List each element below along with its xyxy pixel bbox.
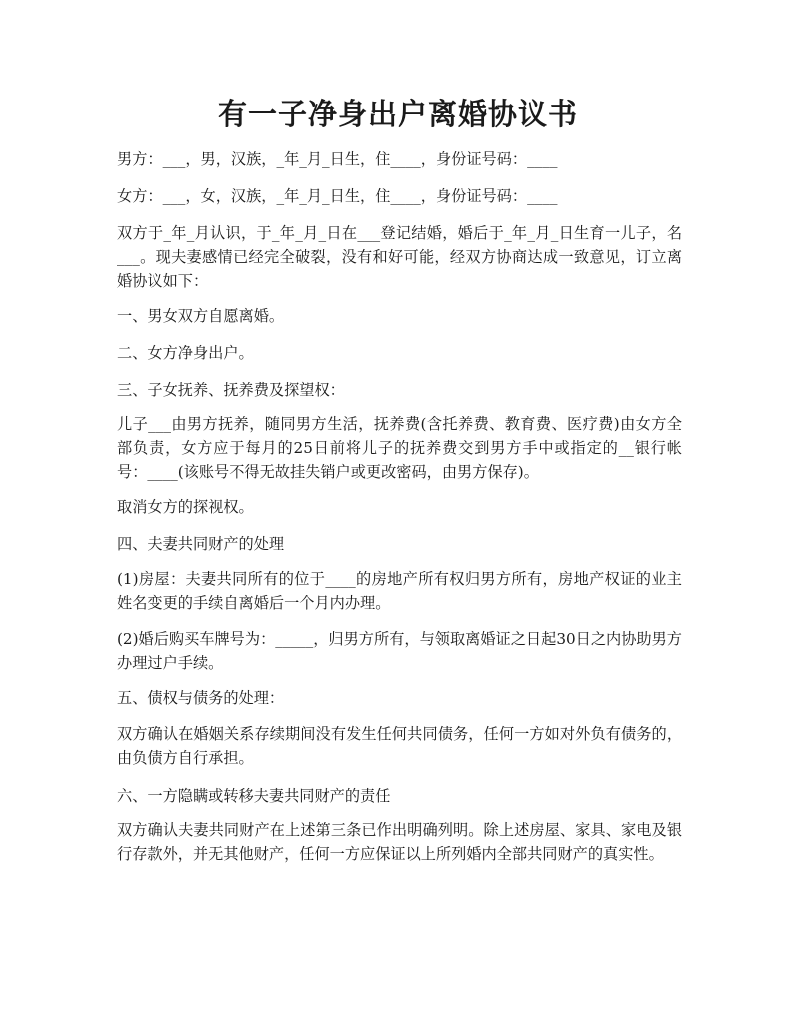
section-4-heading: 四、夫妻共同财产的处理 xyxy=(117,535,285,553)
section-5-heading: 五、债权与债务的处理： xyxy=(117,689,285,707)
debt-paragraph: 双方确认在婚姻关系存续期间没有发生任何共同债务，任何一方如对外负有债务的，由负债方自行承担。 xyxy=(117,725,682,767)
section-2-heading: 二、女方净身出户。 xyxy=(117,344,254,362)
wife-info: 女方：___，女，汉族，_年_月_日生，住____，身份证号码：____ xyxy=(117,187,558,205)
preamble-paragraph: 双方于_年_月认识，于_年_月_日在___登记结婚，婚后于_年_月_日生育一儿子，名___。现夫妻感情已经完全破裂，没有和好可能，经双方协商达成一致意见，订立离婚协议如下： xyxy=(117,224,682,290)
husband-info: 男方：___，男，汉族，_年_月_日生，住____，身份证号码：____ xyxy=(117,150,558,168)
concealment-paragraph: 双方确认夫妻共同财产在上述第三条已作出明确列明。除上述房屋、家具、家电及银行存款外，并无其他财产，任何一方应保证以上所列婚内全部共同财产的真实性。 xyxy=(117,821,682,863)
visitation-paragraph: 取消女方的探视权。 xyxy=(117,498,254,516)
section-1-heading: 一、男女双方自愿离婚。 xyxy=(117,307,285,325)
document-title: 有一子净身出户离婚协议书 xyxy=(217,97,578,131)
property-car-paragraph: (2)婚后购买车牌号为：_____，归男方所有，与领取离婚证之日起30日之内协助男方办理过户手续。 xyxy=(117,630,682,672)
section-3-heading: 三、子女抚养、抚养费及探望权： xyxy=(117,381,345,399)
property-house-paragraph: (1)房屋：夫妻共同所有的位于____的房地产所有权归男方所有，房地产权证的业主姓名变更的手续自离婚后一个月内办理。 xyxy=(117,570,682,612)
child-custody-paragraph: 儿子___由男方抚养，随同男方生活，抚养费(含托养费、教育费、医疗费)由女方全部负责，女方应于每月的25日前将儿子的抚养费交到男方手中或指定的__银行帐号：____(该账号不得无故挂失销户或更改密码，由男方保存)。 xyxy=(117,415,682,481)
section-6-heading: 六、一方隐瞒或转移夫妻共同财产的责任 xyxy=(117,787,391,805)
